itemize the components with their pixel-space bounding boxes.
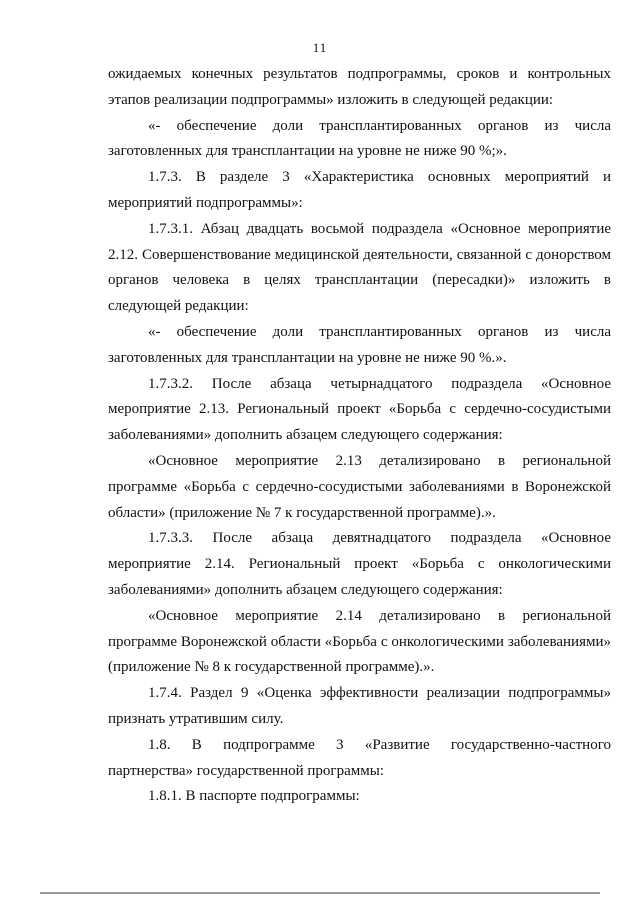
paragraph: «Основное мероприятие 2.14 детализировано в региональной программе Воронежской области «Борьба с онкологическими заболеваниями» (приложение № 8 к государственной программе).». [108, 607, 611, 676]
paragraph: 1.8.1. В паспорте подпрограммы: [148, 788, 360, 805]
paragraph: «Основное мероприятие 2.13 детализировано в региональной программе «Борьба с сердечно-сосудистыми заболеваниями в Воронежской области» (приложение № 7 к государственной программе).». [108, 452, 611, 521]
paragraph: 1.7.4. Раздел 9 «Оценка эффективности реализации подпрограммы» признать утратившим силу. [108, 685, 611, 727]
page-bottom-rule [40, 892, 600, 894]
paragraph: 1.7.3.3. После абзаца девятнадцатого подраздела «Основное мероприятие 2.14. Региональный проект «Борьба с онкологическими заболеваниями» дополнить абзацем следующего содержания: [108, 530, 611, 598]
paragraph: ожидаемых конечных результатов подпрограммы, сроков и контрольных этапов реализации подпрограммы» изложить в следующей редакции: [108, 66, 611, 108]
paragraph: 1.7.3. В разделе 3 «Характеристика основных мероприятий и мероприятий подпрограммы»: [108, 169, 611, 211]
paragraph: «- обеспечение доли трансплантированных органов из числа заготовленных для трансплантации на уровне не ниже 90 %;». [108, 117, 611, 160]
paragraph: 1.8. В подпрограмме 3 «Развитие государственно-частного партнерства» государственной программы: [108, 736, 611, 779]
paragraph: 1.7.3.2. После абзаца четырнадцатого подраздела «Основное мероприятие 2.13. Региональный проект «Борьба с сердечно-сосудистыми заболеваниями» дополнить абзацем следующего содержания: [108, 375, 611, 444]
page-number: 11 [312, 40, 328, 55]
paragraph: 1.7.3.1. Абзац двадцать восьмой подраздела «Основное мероприятие 2.12. Совершенствование медицинской деятельности, связанной с донорством органов человека в целях трансплантации (пересадки)» изложить в следующей редакции: [108, 220, 611, 315]
paragraph: «- обеспечение доли трансплантированных органов из числа заготовленных для трансплантации на уровне не ниже 90 %.». [108, 323, 611, 366]
document-body [108, 62, 611, 810]
